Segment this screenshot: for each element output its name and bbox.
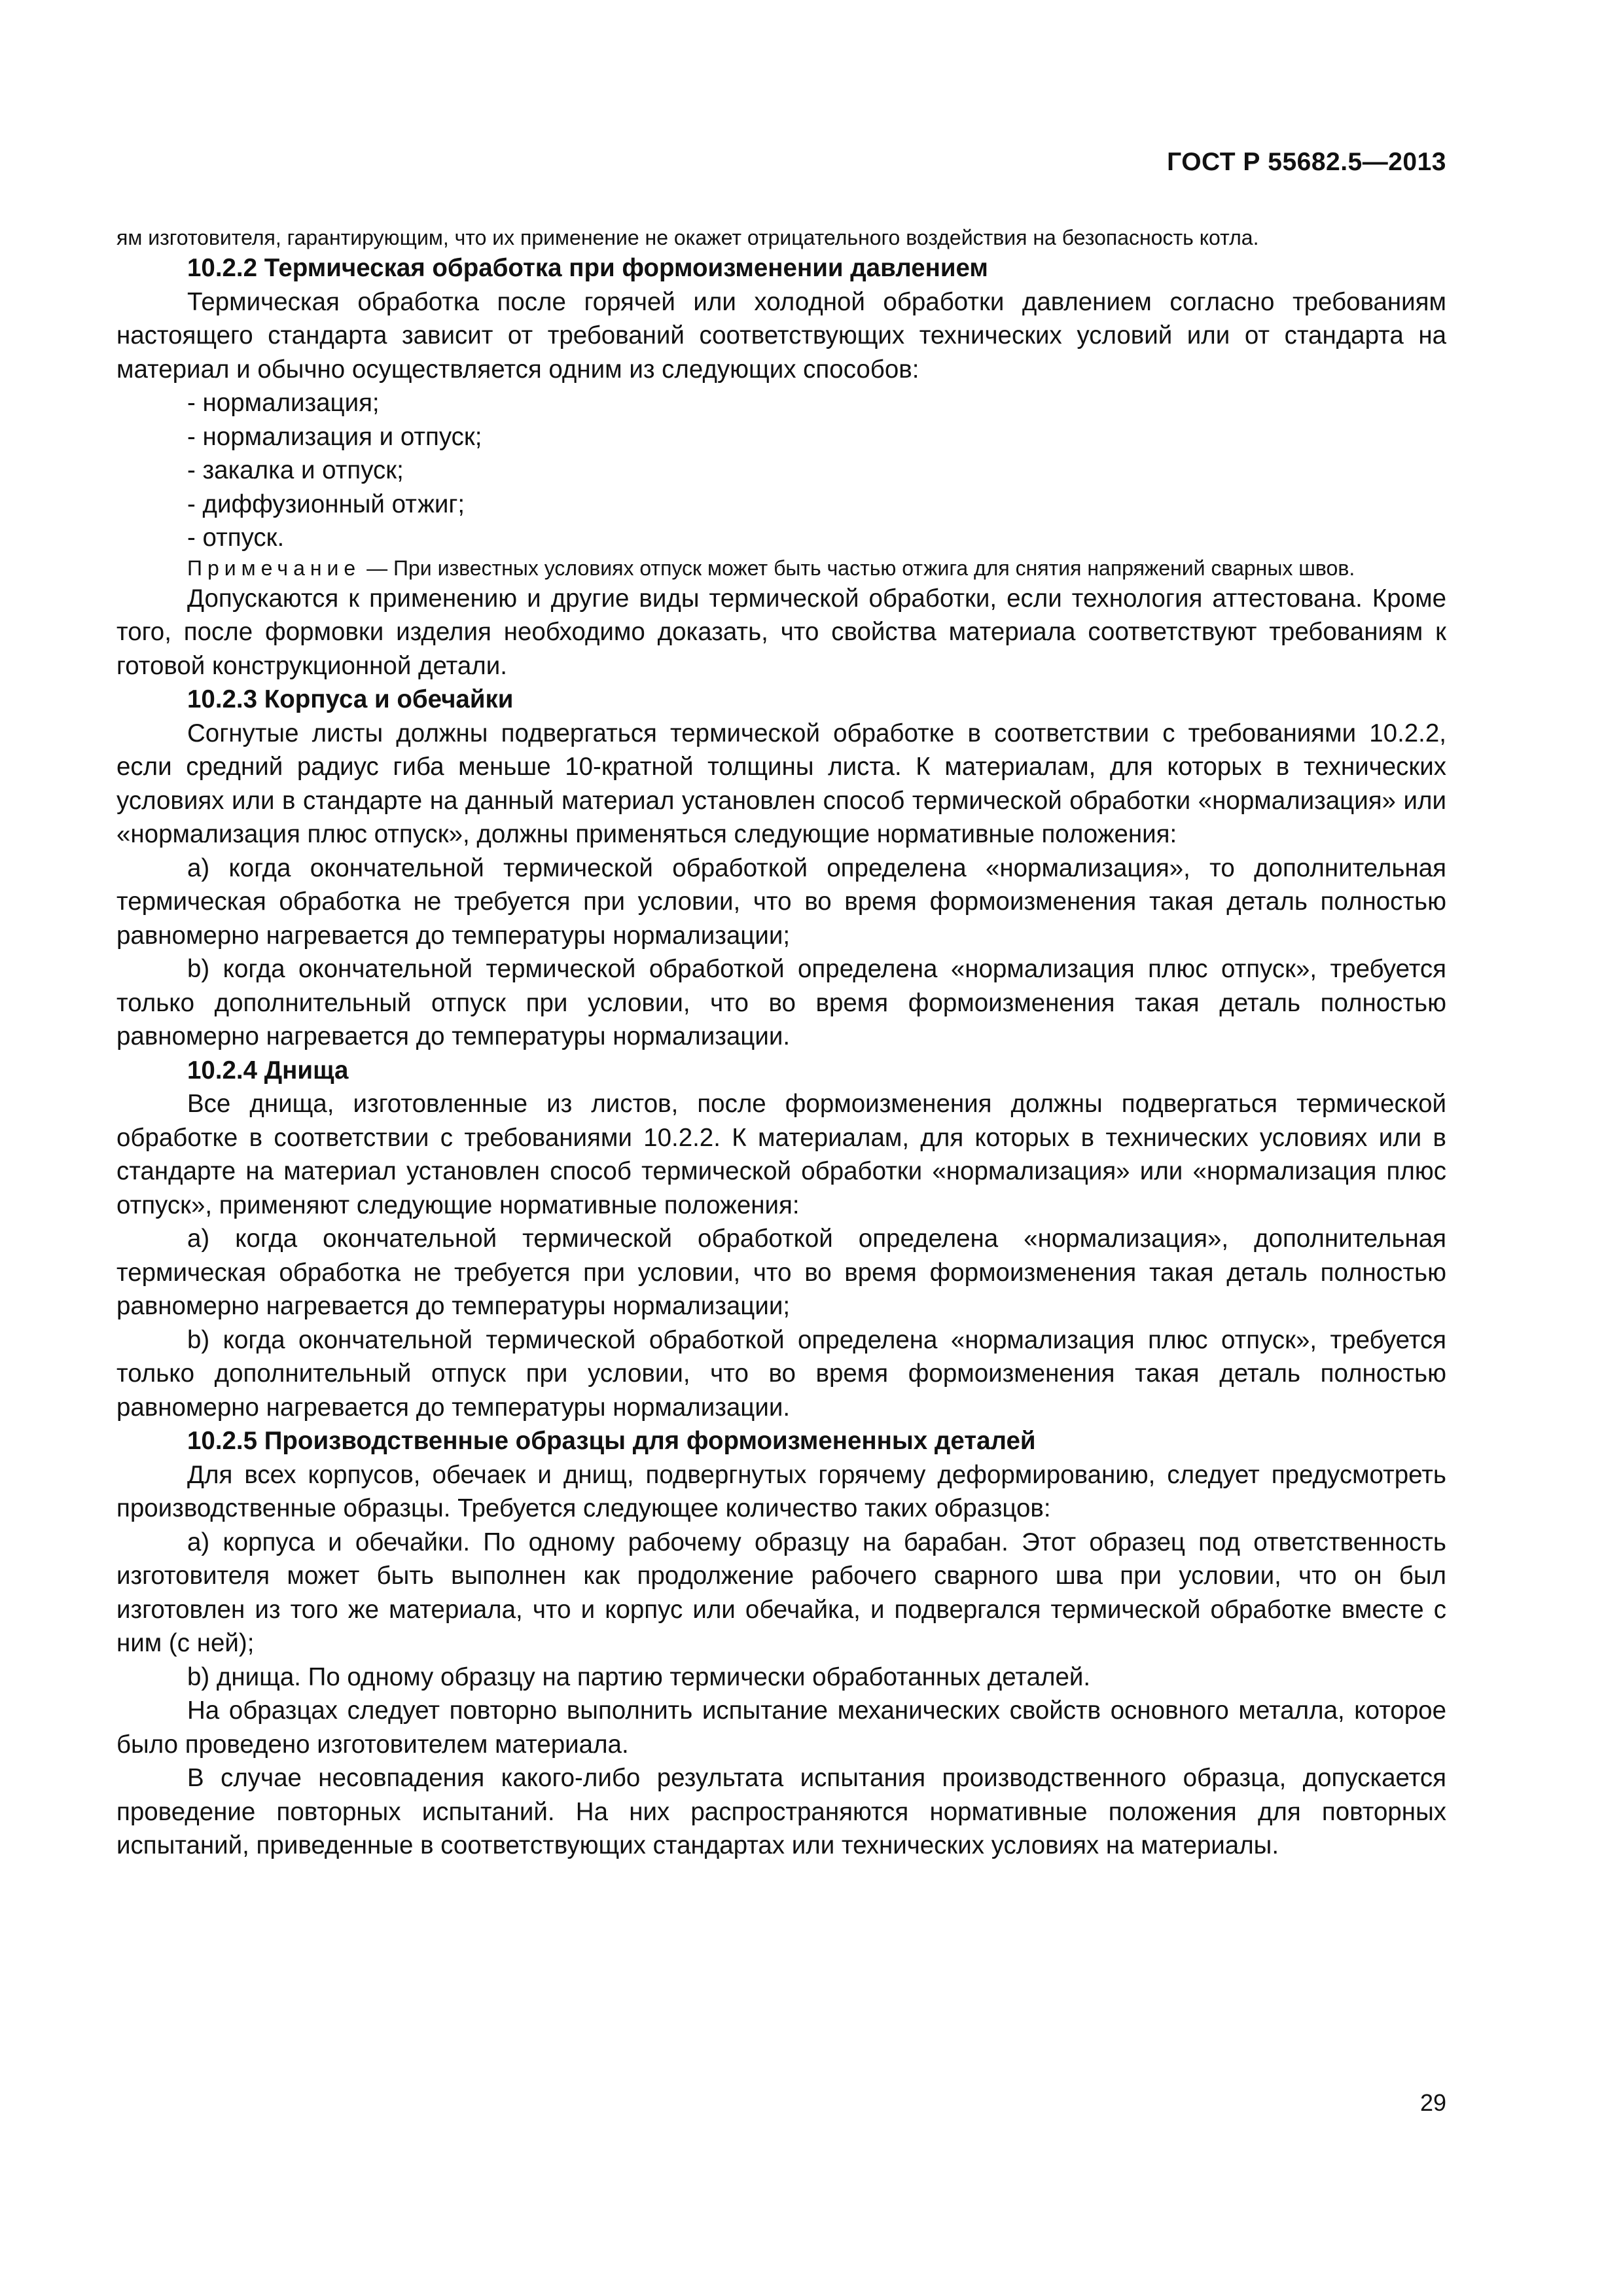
heading-10-2-4: 10.2.4 Днища xyxy=(187,1056,349,1085)
paragraph-10-2-5-2: В случае несовпадения какого-либо результата испытания производственного образца, допускается проведение повторных испытаний. На них распространяются нормативные положения для повторных испытаний, приведенные в соответствующих стандартах или технических условиях на материалы. xyxy=(116,1764,1446,1859)
page-number: 29 xyxy=(1419,2089,1446,2116)
item-10-2-3-a: а) когда окончательной термической обработкой определена «нормализация», то дополнительная термическая обработка не требуется при условии, что во время формоизменения такая деталь полностью равномерно нагревается до температуры нормализации; xyxy=(116,853,1446,950)
item-10-2-4-a: а) когда окончательной термической обработкой определена «нормализация», дополнительная термическая обработка не требуется при условии, что во время формоизменения такая деталь полностью равномерно нагревается до температуры нормализации; xyxy=(116,1225,1446,1320)
note-text: — При известных условиях отпуск может быть частью отжига для снятия напряжений сварных швов. xyxy=(361,556,1355,580)
document-code: ГОСТ Р 55682.5—2013 xyxy=(1167,148,1446,176)
paragraph-10-2-2: Термическая обработка после горячей или холодной обработки давлением согласно требованиям настоящего стандарта зависит от требований соответствующих технических условий или от стандарта на материал и обычно осуществляется одним из следующих способов: xyxy=(116,287,1446,384)
heading-10-2-3: 10.2.3 Корпуса и обечайки xyxy=(187,685,514,713)
item-10-2-3-b: b) когда окончательной термической обработкой определена «нормализация плюс отпуск», требуется только дополнительный отпуск при условии, что во время формоизменения такая деталь полностью равномерно нагревается до температуры нормализации. xyxy=(116,955,1446,1050)
heat-treatment-methods-list xyxy=(116,386,1446,555)
heading-10-2-2: 10.2.2 Термическая обработка при формоизменении давлением xyxy=(187,254,988,282)
paragraph-10-2-4: Все днища, изготовленные из листов, после формоизменения должны подвергаться термической обработке в соответствии с требованиями 10.2.2. К материалам, для которых в технических условиях или в стандарте на материал установлен способ термической обработки «нормализация» или «нормализация плюс отпуск», применяют следующие нормативные положения: xyxy=(116,1090,1446,1219)
list-item: - нормализация; xyxy=(187,389,380,417)
list-item: - диффузионный отжиг; xyxy=(187,490,465,518)
item-10-2-5-b: b) днища. По одному образцу на партию термически обработанных деталей. xyxy=(187,1662,1091,1691)
paragraph-10-2-3: Согнутые листы должны подвергаться термической обработке в соответствии с требованиями 10.2.2, если средний радиус гиба меньше 10-кратной толщины листа. К материалам, для которых в технических условиях или в стандарте на данный материал установлен способ термической обработки «нормализация» или «нормализация плюс отпуск», должны применяться следующие нормативные положения: xyxy=(116,719,1446,848)
paragraph-10-2-2-after: Допускаются к применению и другие виды термической обработки, если технология аттестована. Кроме того, после формовки изделия необходимо доказать, что свойства материала соответствуют требованиям к готовой конструкционной детали. xyxy=(116,584,1446,680)
page-content xyxy=(116,224,1446,1863)
list-item: - отпуск. xyxy=(187,524,285,552)
heading-10-2-5: 10.2.5 Производственные образцы для формоизмененных деталей xyxy=(187,1427,1036,1455)
intro-paragraph: ям изготовителя, гарантирующим, что их применение не окажет отрицательного воздействия на безопасность котла. xyxy=(116,226,1259,249)
paragraph-10-2-5-1: На образцах следует повторно выполнить испытание механических свойств основного металла, которое было проведено изготовителем материала. xyxy=(116,1696,1446,1759)
note-label: Примечание xyxy=(187,556,361,580)
paragraph-10-2-5: Для всех корпусов, обечаек и днищ, подвергнутых горячему деформированию, следует предусмотреть производственные образцы. Требуется следующее количество таких образцов: xyxy=(116,1460,1446,1522)
list-item: - нормализация и отпуск; xyxy=(187,422,482,451)
list-item: - закалка и отпуск; xyxy=(187,456,404,484)
note xyxy=(116,555,1446,582)
item-10-2-5-a: а) корпуса и обечайки. По одному рабочему образцу на барабан. Этот образец под ответственность изготовителя может быть выполнен как продолжение рабочего сварного шва при условии, что он был изготовлен из того же материала, что и корпус или обечайка, и подвергался термической обработке вместе с ним (с ней); xyxy=(116,1528,1446,1657)
item-10-2-4-b: b) когда окончательной термической обработкой определена «нормализация плюс отпуск», требуется только дополнительный отпуск при условии, что во время формоизменения такая деталь полностью равномерно нагревается до температуры нормализации. xyxy=(116,1325,1446,1422)
